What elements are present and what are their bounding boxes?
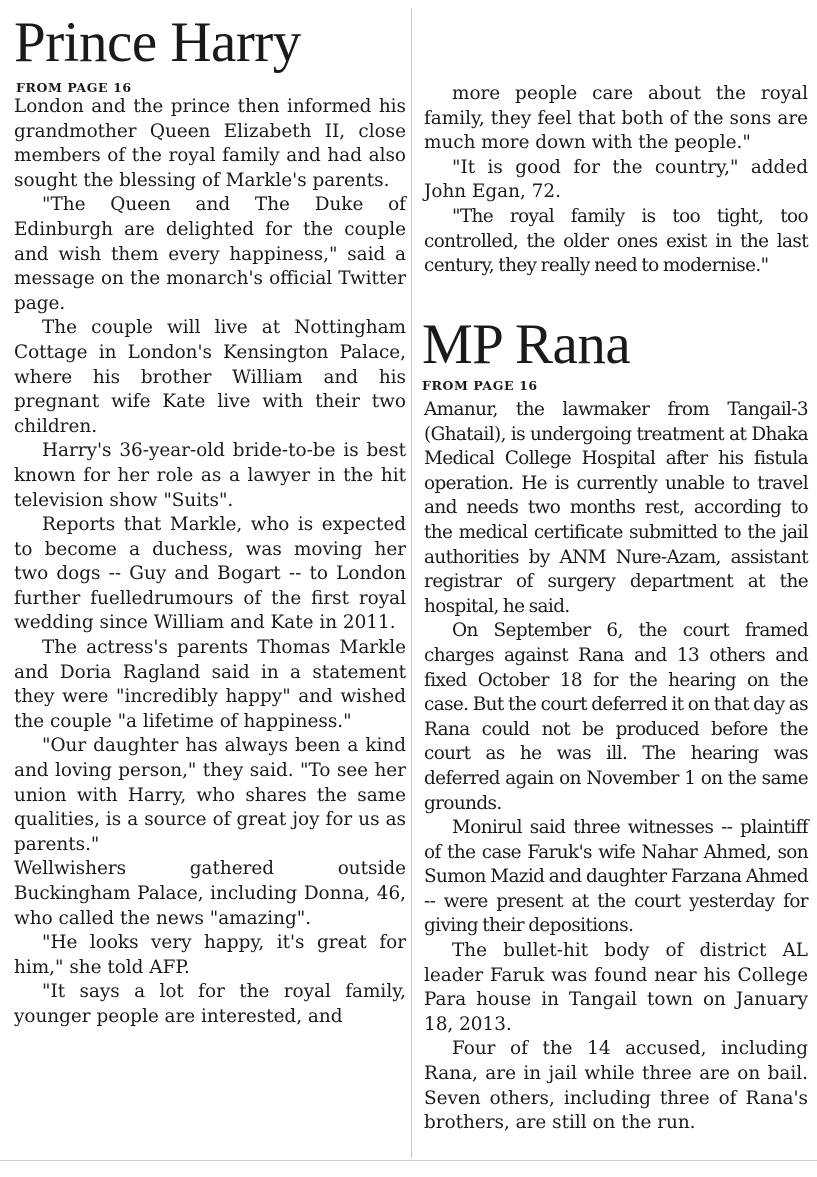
paragraph: The bullet-hit body of district AL leader Faruk was found near his College Para house in Tangail town on January 18, 2013. bbox=[424, 940, 808, 1035]
paragraph: "Our daughter has always been a kind and loving person," they said. "To see her union with Harry, who shares the same qualities, is a source of great joy for us as parents." bbox=[14, 735, 406, 855]
mp-rana-column bbox=[418, 0, 808, 1177]
paragraph: London and the prince then informed his grandmother Queen Elizabeth II, close members of the royal family and had also sought the blessing of Markle's parents. bbox=[14, 96, 406, 191]
paragraph: Four of the 14 accused, including Rana, are in jail while three are on bail. Seven others, including three of Rana's brothers, are still on the run. bbox=[424, 1038, 808, 1134]
paragraph: "It says a lot for the royal family, younger people are interested, and bbox=[14, 981, 406, 1027]
paragraph: "The Queen and The Duke of Edinburgh are delighted for the couple and wish them every happiness," said a message on the monarch's official Twitter page. bbox=[14, 194, 406, 314]
paragraph: Reports that Markle, who is expected to become a duchess, was moving her two dogs -- Guy and Bogart -- to London further fuelledrumours of the first royal wedding since William and Kate in 2011. bbox=[14, 514, 406, 634]
paragraph: Amanur, the lawmaker from Tangail-3 (Ghatail), is undergoing treatment at Dhaka Medical College Hospital after his fistula operation. He is currently unable to travel and needs two months rest, according to the medical certificate submitted to the jail authorities by ANM Nure-Azam, assistant registrar of surgery department at the hospital, he said. bbox=[424, 399, 808, 617]
paragraph: Monirul said three witnesses -- plaintiff of the case Faruk's wife Nahar Ahmed, son Sumon Mazid and daughter Farzana Ahmed -- were present at the court yesterday for giving their depositions. bbox=[424, 817, 808, 937]
headline-prince-harry: Prince Harry bbox=[14, 11, 301, 74]
paragraph: "He looks very happy, it's great for him," she told AFP. bbox=[14, 932, 406, 978]
from-page-label: FROM PAGE 16 bbox=[422, 378, 538, 393]
paragraph: "It is good for the country," added John Egan, 72. bbox=[424, 156, 808, 203]
paragraph: The actress's parents Thomas Markle and Doria Ragland said in a statement they were "incredibly happy" and wished the couple "a lifetime of happiness." bbox=[14, 637, 406, 732]
paragraph: On September 6, the court framed charges against Rana and 13 others and fixed October 18 for the hearing on the case. But the court deferred it on that day as Rana could not be produced before the court as he was ill. The hearing was deferred again on November 1 on the same grounds. bbox=[424, 620, 808, 814]
article-body-prince-harry bbox=[14, 95, 406, 1030]
article-body-prince-harry-continued bbox=[424, 82, 808, 279]
paragraph: more people care about the royal family, they feel that both of the sons are much more down with the people." bbox=[424, 83, 808, 154]
bottom-divider bbox=[0, 1160, 817, 1161]
column-divider bbox=[411, 8, 412, 1158]
article-body-mp-rana bbox=[424, 398, 808, 1136]
from-page-label: FROM PAGE 16 bbox=[16, 80, 132, 95]
paragraph: Harry's 36-year-old bride-to-be is best known for her role as a lawyer in the hit television show "Suits". bbox=[14, 440, 406, 511]
paragraph: The couple will live at Nottingham Cottage in London's Kensington Palace, where his brother William and his pregnant wife Kate live with their two children. bbox=[14, 317, 406, 437]
paragraph: "The royal family is too tight, too controlled, the older ones exist in the last century, they really need to modernise." bbox=[424, 205, 808, 277]
paragraph: Wellwishers gathered outside Buckingham Palace, including Donna, 46, who called the news "amazing". bbox=[14, 858, 406, 929]
prince-harry-column bbox=[14, 0, 406, 1177]
headline-mp-rana: MP Rana bbox=[422, 313, 631, 376]
